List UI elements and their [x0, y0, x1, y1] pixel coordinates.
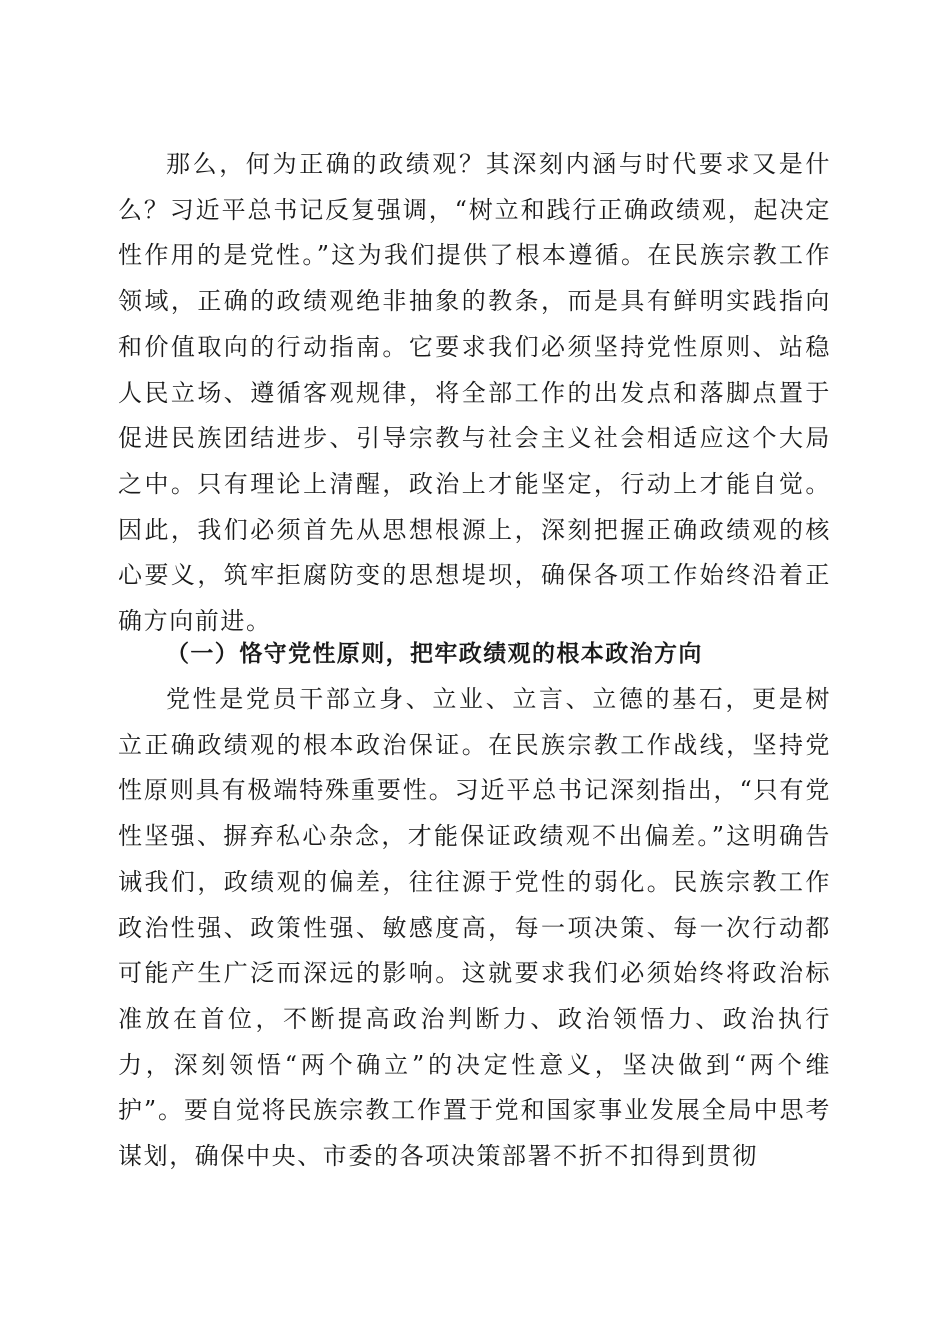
section-heading: （一）恪守党性原则，把牢政绩观的根本政治方向 [166, 641, 703, 667]
body-paragraph-intro: 那么，何为正确的政绩观？其深刻内涵与时代要求又是什么？习近平总书记反复强调，“树立和践行正确政绩观，起决定性作用的是党性。”这为我们提供了根本遵循。在民族宗教工作领域，正确的政绩观绝非抽象的教条，而是具有鲜明实践指向和价值取向的行动指南。它要求我们必须坚持党性原则、站稳人民立场、遵循客观规律，将全部工作的出发点和落脚点置于促进民族团结进步、引导宗教与社会主义社会相适应这个大局之中。只有理论上清醒，政治上才能坚定，行动上才能自觉。因此，我们必须首先从思想根源上，深刻把握正确政绩观的核心要义，筑牢拒腐防变的思想堤坝，确保各项工作始终沿着正确方向前进。 [118, 150, 831, 636]
body-paragraph-party-spirit: 党性是党员干部立身、立业、立言、立德的基石，更是树立正确政绩观的根本政治保证。在民族宗教工作战线，坚持党性原则具有极端特殊重要性。习近平总书记深刻指出，“只有党性坚强、摒弃私心杂念，才能保证政绩观不出偏差。”这明确告诫我们，政绩观的偏差，往往源于党性的弱化。民族宗教工作政治性强、政策性强、敏感度高，每一项决策、每一次行动都可能产生广泛而深远的影响。这就要求我们必须始终将政治标准放在首位，不断提高政治判断力、政治领悟力、政治执行力，深刻领悟“两个确立”的决定性意义，坚决做到“两个维护”。要自觉将民族宗教工作置于党和国家事业发展全局中思考谋划，确保中央、市委的各项决策部署不折不扣得到贯彻 [118, 685, 831, 1171]
